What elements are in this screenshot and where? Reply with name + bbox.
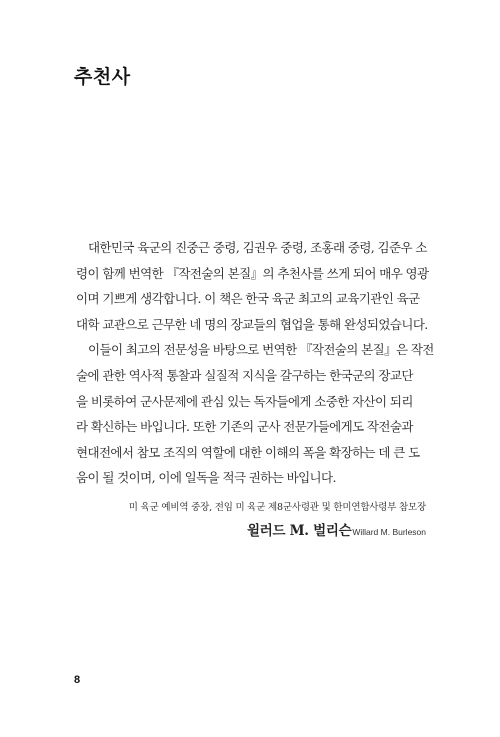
paragraph-line: 대한민국 육군의 진중근 중령, 김권우 중령, 조홍래 중령, 김준우 소 (88, 240, 427, 255)
paragraph-line: 술에 관한 역사적 통찰과 실질적 지식을 갈구하는 한국군의 장교단 (76, 367, 413, 383)
body-text (76, 235, 434, 491)
author-name-english: Willard M. Burleson (352, 527, 426, 537)
paragraph-line: 을 비롯하여 군사문제에 관심 있는 독자들에게 소중한 자산이 되리 (76, 393, 413, 409)
paragraph-line: 라 확신하는 바입니다. 또한 기존의 군사 전문가들에게도 작전술과 (76, 419, 413, 435)
page-title: 추천사 (74, 67, 131, 88)
paragraph-line: 이며 기쁘게 생각합니다. 이 책은 한국 육군 최고의 교육기관인 육군 (76, 291, 420, 307)
paragraph-line: 대학 교관으로 근무한 네 명의 장교들의 협업을 통해 완성되었습니다. (76, 316, 428, 332)
paragraph-line: 령이 함께 번역한 『작전술의 본질』의 추천사를 쓰게 되어 매우 영광 (76, 265, 429, 281)
paragraph-line: 현대전에서 참모 조직의 역할에 대한 이해의 폭을 확장하는 데 큰 도 (76, 444, 420, 460)
paragraph-line: 이들이 최고의 전문성을 바탕으로 번역한 『작전술의 본질』은 작전 (88, 342, 434, 358)
author-signature (129, 520, 426, 542)
author-name-korean: 윌러드 M. 벌리슨 (247, 523, 352, 539)
page-number: 8 (74, 674, 81, 686)
author-affiliation: 미 육군 예비역 중장, 전임 미 육군 제8군사령관 및 한미연합사령부 참모장 (128, 502, 426, 513)
paragraph-line: 움이 될 것이며, 이에 일독을 적극 권하는 바입니다. (76, 470, 336, 486)
attribution (129, 500, 426, 542)
